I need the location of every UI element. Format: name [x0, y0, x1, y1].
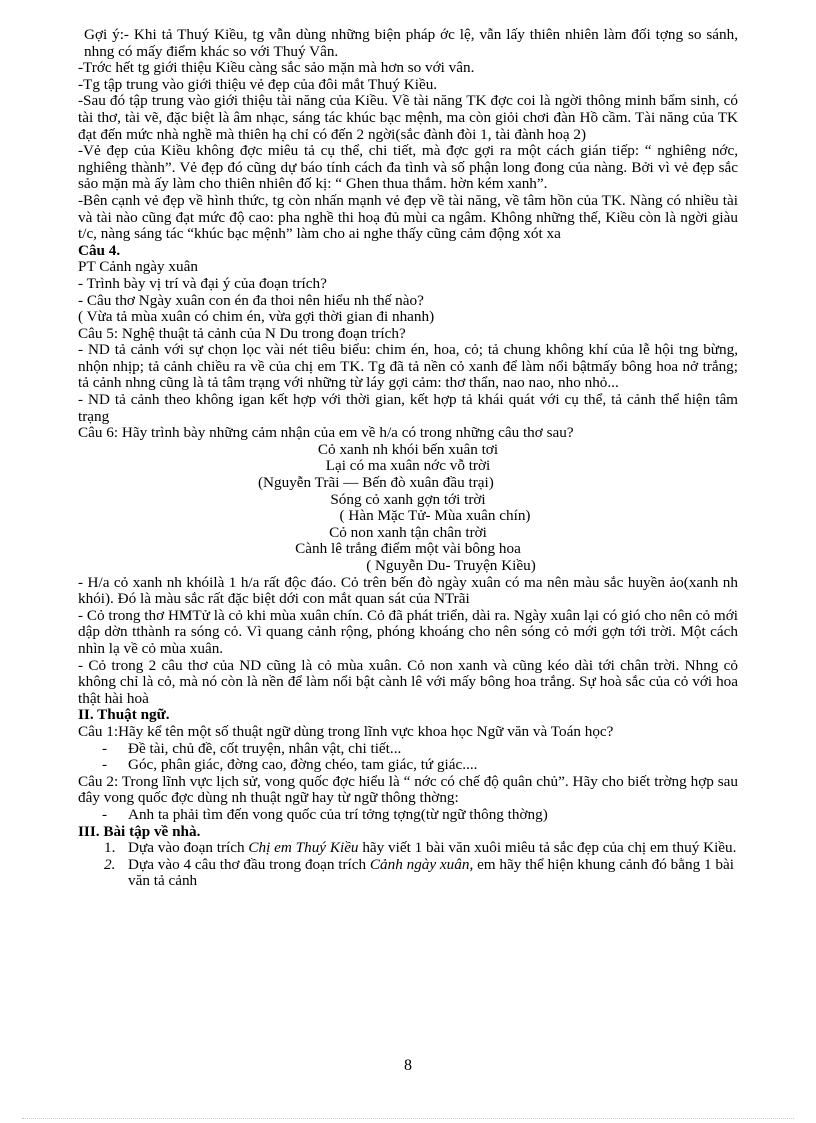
item-text — [104, 840, 738, 857]
item-text-part: , em hãy thể hiện khung cảnh đó bằng 1 bài văn tả cảnh — [128, 855, 734, 890]
list-item-text: Anh ta phải tìm đến vong quốc của trí tởng tợng(từ ngữ thông thờng) — [128, 805, 548, 823]
paragraph: - Trình bày vị trí và đại ý của đoạn trích? — [78, 274, 327, 292]
paragraph: Câu 6: Hãy trình bày những cảm nhận của em về h/a có trong những câu thơ sau? — [78, 424, 574, 442]
numbered-item — [78, 840, 738, 857]
poem-source: (Nguyễn Trãi — Bến đò xuân đầu trại) — [258, 474, 494, 492]
question: Câu 1:Hãy kể tên một số thuật ngữ dùng trong lĩnh vực khoa học Ngữ văn và Toán học? — [78, 722, 614, 740]
item-text-part: hãy viết 1 bài văn xuôi miêu tả sắc đẹp của chị em thuý Kiều. — [358, 839, 737, 857]
paragraph: -Sau đó tập trung vào giới thiệu tài năng của Kiều. Về tài năng TK đợc coi là ngời thông minh bẩm sinh, có tài thơ, tài vẽ, đặc biệt là âm nhạc, sáng tác khúc bạc mệnh, ma còn giỏi chơi đàn Hồ cầm. Tài năng của TK đạt đến mức nhà nghề mà thiên hạ chỉ có đến 2 ngời(sắc đành đòi 1, tài đành hoạ 2) — [78, 92, 738, 143]
text-column — [78, 27, 738, 890]
poem-block — [78, 442, 738, 575]
item-number: 2. — [104, 855, 116, 873]
dash-marker: - — [102, 805, 108, 823]
poem-line: Sóng cỏ xanh gợn tới trời — [330, 490, 486, 508]
poem-source: ( Hàn Mặc Tử- Mùa xuân chín) — [339, 507, 531, 525]
section-heading: Câu 4. — [78, 241, 121, 259]
paragraph: - Câu thơ Ngày xuân con én đa thoi nên hiểu nh thế nào? — [78, 291, 424, 309]
paragraph: -Tg tập trung vào giới thiệu vẻ đẹp của đôi mắt Thuý Kiều. — [78, 75, 438, 93]
item-text-italic: Chị em Thuý Kiều — [248, 839, 359, 857]
question: Câu 2: Trong lĩnh vực lịch sử, vong quốc đợc hiểu là “ nớc có chế độ quân chủ”. Hãy cho biết trờng hợp sau đây vong quốc đợc dùng nh thuật ngữ hay từ ngữ thông thờng: — [78, 772, 738, 807]
section-heading: II. Thuật ngữ. — [78, 706, 170, 724]
paragraph: ( Vừa tả mùa xuân có chim én, vừa gợi thời gian đi nhanh) — [78, 308, 435, 326]
paragraph: - ND tả cảnh với sự chọn lọc vài nét tiêu biểu: chim én, hoa, cỏ; tả chung không khí của lễ hội tng bừng, nhộn nhịp; tả cảnh chiều ra về của chị em TK. Tg đã tả nền cỏ xanh để làm nổi bậtmấy bông hoa nở trắng; tả cảnh nhng cũng là tả tâm trạng với những từ láy gợi cảm: thơ thẩn, nao nao, nho nhỏ... — [78, 341, 738, 392]
poem-line: Lại có ma xuân nớc vỗ trời — [325, 457, 491, 475]
paragraph: -Trớc hết tg giới thiệu Kiều càng sắc sảo mặn mà hơn so với vân. — [78, 59, 475, 77]
dash-marker: - — [102, 739, 108, 757]
list-item-text: Đề tài, chủ đề, cốt truyện, nhân vật, chi tiết... — [128, 739, 402, 757]
list-item — [78, 741, 738, 758]
item-text-italic: Cảnh ngày xuân — [369, 855, 470, 873]
poem-line: Cỏ non xanh tận chân trời — [329, 523, 487, 541]
item-text-part: Dựa vào đoạn trích — [128, 839, 249, 857]
numbered-item — [78, 857, 738, 890]
paragraph: Gợi ý:- Khi tả Thuý Kiều, tg vẫn dùng những biện pháp ớc lệ, vẫn lấy thiên nhiên làm đối tợng so sánh, nhng có mấy điểm khác so với Thuý Vân. — [84, 26, 738, 60]
paragraph: - Cỏ trong 2 câu thơ của ND cũng là cỏ mùa xuân. Cỏ non xanh và cũng kéo dài tới chân trời. Nhng cỏ không chỉ là cỏ, mà nó còn là nền để làm nổi bật cành lê với mấy bông hoa trắng. Sự hoà sắc của cỏ với hoa thật hài hoà — [78, 656, 738, 707]
paragraph: - Cỏ trong thơ HMTử là cỏ khi mùa xuân chín. Cỏ đã phát triển, dài ra. Ngày xuân lại có gió cho nên cỏ mới dập dờn tthành ra sóng cỏ. Vì quang cảnh rộng, phóng khoáng cho nên sóng cỏ mới gợn tới trời. Một cách nhìn lạ về cỏ mùa xuân. — [78, 606, 738, 657]
list-item — [78, 807, 738, 824]
item-text — [104, 857, 738, 890]
item-number: 1. — [104, 839, 116, 857]
item-text-part: Dựa vào 4 câu thơ đầu trong đoạn trích — [128, 855, 370, 873]
dash-marker: - — [102, 756, 108, 774]
page-number: 8 — [404, 1057, 412, 1074]
paragraph: Câu 5: Nghệ thuật tả cảnh của N Du trong đoạn trích? — [78, 324, 406, 342]
paragraph: -Bên cạnh vẻ đẹp về hình thức, tg còn nhấn mạnh vẻ đẹp về tài năng, về tâm hồn của TK. Nàng có nhiều tài và tài nào cũng đạt mức độ cao: pha nghề thi hoạ đủ mùi ca ngâm. Không những thế, Kiều còn là ngời giàu t/c, nàng sáng tác “khúc bạc mệnh” làm cho ai nghe thấy cũng cảm động xót xa — [78, 191, 738, 243]
paragraph: - H/a cỏ xanh nh khóilà 1 h/a rất độc đáo. Cỏ trên bến đò ngày xuân có ma nên màu sắc huyền ảo(xanh nh khói). Đó là màu sắc rất đặc biệt dới con mắt quan sát của NTrãi — [78, 573, 738, 608]
poem-line: Cỏ xanh nh khói bến xuân tơi — [317, 440, 499, 458]
poem-source: ( Nguyễn Du- Truyện Kiều) — [366, 557, 536, 574]
poem-line: Cành lê trắng điểm một vài bông hoa — [295, 540, 521, 558]
page-bottom-divider — [22, 1118, 794, 1119]
list-item — [78, 757, 738, 774]
paragraph: - ND tả cảnh theo không igan kết hợp với thời gian, kết hợp tả khái quát với cụ thể, tả cảnh thể hiện tâm trạng — [78, 391, 738, 425]
paragraph: PT Cảnh ngày xuân — [78, 258, 198, 276]
paragraph: -Vẻ đẹp của Kiều không đợc miêu tả cụ thể, chi tiết, mà đợc gợi ra một cách gián tiếp: “ nghiêng nớc, nghiêng thành”. Vẻ đẹp đó cũng dự báo tính cách đa tình và số phận long đong của nàng. Bởi vì vẻ đẹp sắc sảo mặn mà ấy làm cho thiên nhiên đố kị: “ Ghen thua thắm. hờn kém xanh”. — [78, 142, 738, 193]
section-heading: III. Bài tập về nhà. — [78, 822, 201, 840]
list-item-text: Góc, phân giác, đờng cao, đờng chéo, tam giác, tứ giác.... — [128, 756, 478, 774]
